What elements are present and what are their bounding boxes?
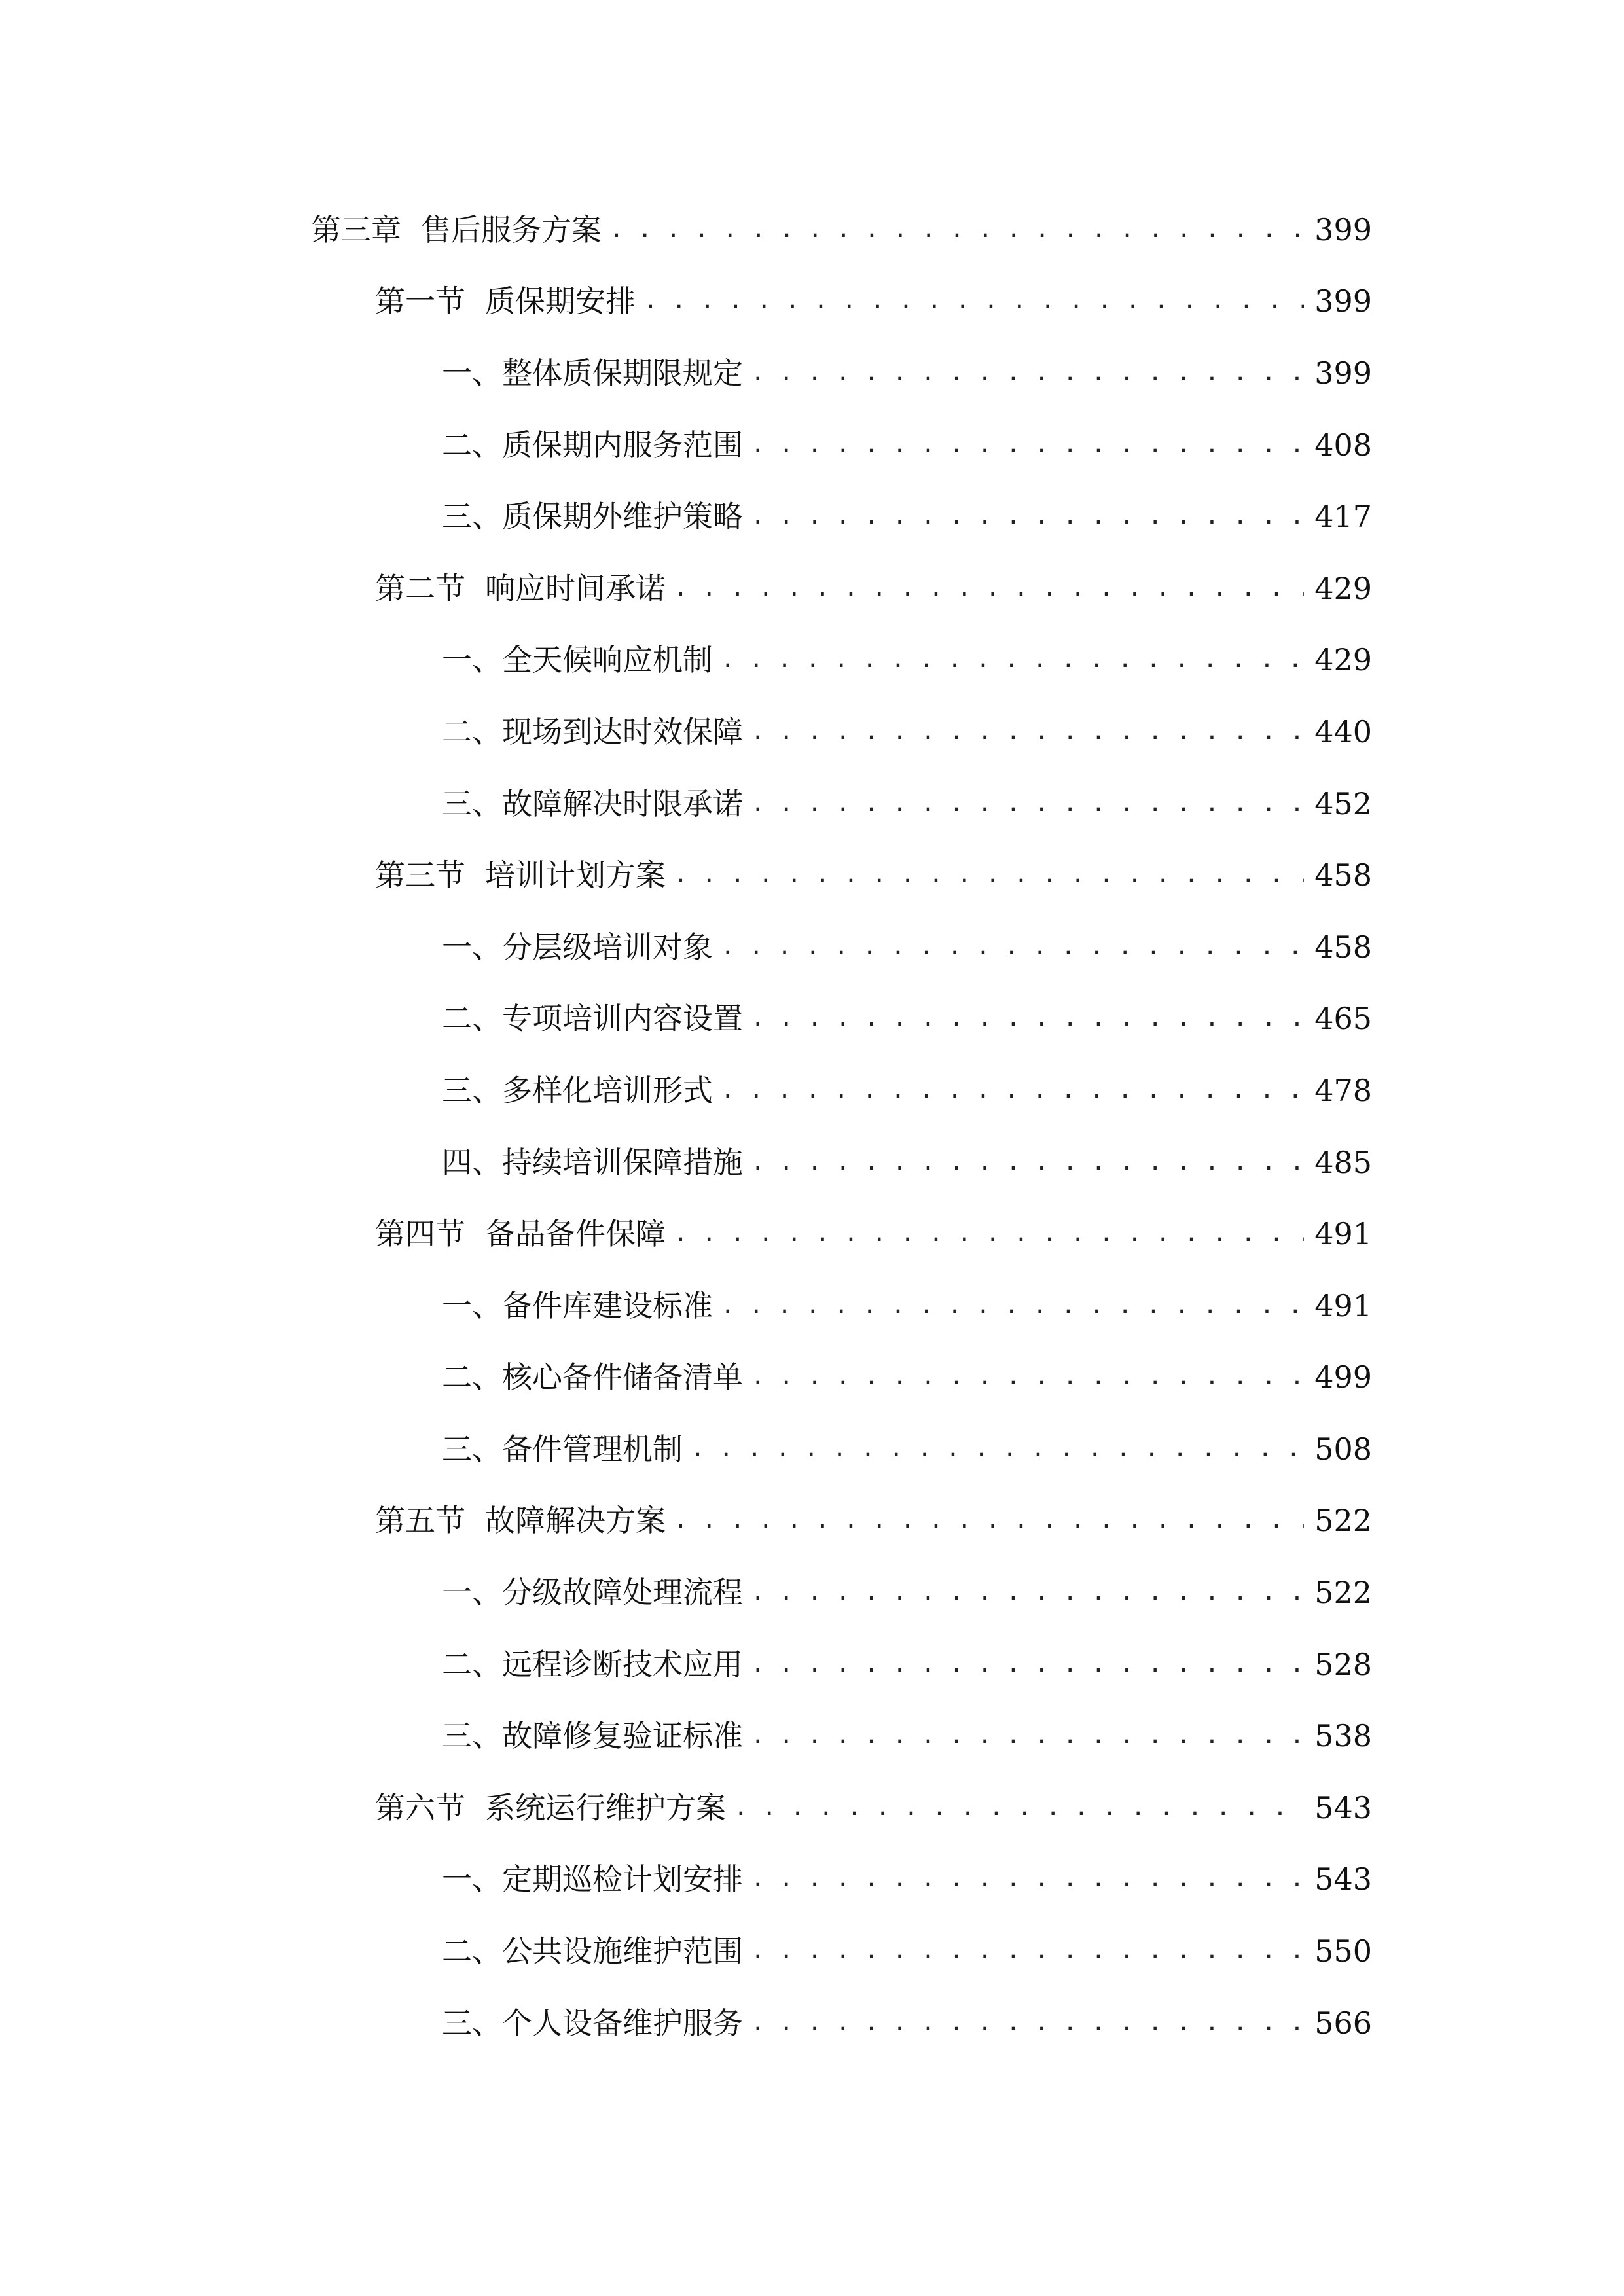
toc-item-entry[interactable] xyxy=(0,1844,1624,1916)
toc-section-title: 质保期安排 xyxy=(485,283,636,319)
toc-section-label: 第四节 xyxy=(375,1216,465,1252)
toc-item-title: 分级故障处理流程 xyxy=(502,1575,743,1611)
dot-leader xyxy=(609,210,1304,249)
toc-section-label: 第一节 xyxy=(375,283,465,319)
toc-item-number: 一、 xyxy=(442,642,502,678)
dot-leader xyxy=(643,281,1304,321)
toc-item-entry[interactable] xyxy=(0,1126,1624,1198)
toc-section-entry[interactable] xyxy=(0,552,1624,624)
dot-leader xyxy=(751,1859,1304,1899)
toc-item-number: 三、 xyxy=(442,1431,502,1467)
toc-section-label: 第六节 xyxy=(375,1789,465,1825)
toc-item-number: 二、 xyxy=(442,1001,502,1037)
toc-section-label: 第三节 xyxy=(375,857,465,893)
dot-leader xyxy=(721,1071,1304,1110)
toc-item-number: 一、 xyxy=(442,355,502,391)
toc-item-title: 故障修复验证标准 xyxy=(502,1718,743,1754)
toc-item-entry[interactable] xyxy=(0,1987,1624,2059)
toc-item-title: 现场到达时效保障 xyxy=(502,713,743,749)
toc-chapter-label: 第三章 xyxy=(311,211,401,247)
toc-item-number: 三、 xyxy=(442,1072,502,1108)
dot-leader xyxy=(751,353,1304,393)
toc-section-title: 培训计划方案 xyxy=(485,857,666,893)
toc-item-entry[interactable] xyxy=(0,1628,1624,1700)
dot-leader xyxy=(721,1286,1304,1325)
dot-leader xyxy=(721,640,1304,679)
dot-leader xyxy=(691,1429,1304,1469)
dot-leader xyxy=(751,784,1304,823)
toc-item-number: 二、 xyxy=(442,713,502,749)
dot-leader xyxy=(674,855,1304,895)
toc-item-entry[interactable] xyxy=(0,1700,1624,1772)
toc-page-number: 399 xyxy=(1314,211,1372,247)
toc-item-number: 二、 xyxy=(442,1646,502,1682)
toc-section-label: 第五节 xyxy=(375,1503,465,1539)
toc-page-number: 508 xyxy=(1314,1431,1372,1467)
toc-section-entry[interactable] xyxy=(0,1198,1624,1270)
toc-item-number: 一、 xyxy=(442,1575,502,1611)
toc-item-title: 质保期内服务范围 xyxy=(502,427,743,463)
toc-page-number: 566 xyxy=(1314,2005,1372,2041)
toc-page-number: 543 xyxy=(1314,1789,1372,1825)
toc-item-number: 二、 xyxy=(442,1933,502,1969)
toc-page-number: 465 xyxy=(1314,1001,1372,1037)
toc-item-number: 三、 xyxy=(442,2005,502,2041)
toc-item-entry[interactable] xyxy=(0,911,1624,983)
dot-leader xyxy=(751,1143,1304,1182)
toc-item-title: 个人设备维护服务 xyxy=(502,2005,743,2041)
toc-page-number: 399 xyxy=(1314,283,1372,319)
toc-item-entry[interactable] xyxy=(0,1915,1624,1987)
toc-page-number: 522 xyxy=(1314,1503,1372,1539)
toc-item-number: 一、 xyxy=(442,1861,502,1897)
toc-item-entry[interactable] xyxy=(0,480,1624,552)
toc-section-entry[interactable] xyxy=(0,266,1624,338)
toc-item-number: 二、 xyxy=(442,427,502,463)
toc-page-number: 538 xyxy=(1314,1718,1372,1754)
dot-leader xyxy=(751,425,1304,465)
toc-item-number: 四、 xyxy=(442,1144,502,1180)
toc-section-title: 系统运行维护方案 xyxy=(485,1789,726,1825)
toc-item-entry[interactable] xyxy=(0,1556,1624,1628)
table-of-contents xyxy=(0,194,1624,2058)
toc-section-entry[interactable] xyxy=(0,1485,1624,1557)
toc-item-number: 三、 xyxy=(442,785,502,821)
dot-leader xyxy=(674,1214,1304,1253)
toc-item-entry[interactable] xyxy=(0,1342,1624,1414)
toc-page-number: 458 xyxy=(1314,857,1372,893)
dot-leader xyxy=(751,2003,1304,2043)
toc-item-title: 远程诊断技术应用 xyxy=(502,1646,743,1682)
toc-section-label: 第二节 xyxy=(375,570,465,606)
toc-item-number: 三、 xyxy=(442,499,502,535)
toc-item-entry[interactable] xyxy=(0,409,1624,481)
dot-leader xyxy=(751,497,1304,536)
toc-chapter-title: 售后服务方案 xyxy=(421,211,602,247)
dot-leader xyxy=(721,927,1304,967)
toc-item-title: 备件库建设标准 xyxy=(502,1287,713,1323)
toc-page-number: 522 xyxy=(1314,1575,1372,1611)
toc-chapter-entry[interactable] xyxy=(0,194,1624,266)
dot-leader xyxy=(674,569,1304,608)
toc-item-number: 一、 xyxy=(442,929,502,965)
toc-item-title: 核心备件储备清单 xyxy=(502,1359,743,1395)
toc-item-title: 全天候响应机制 xyxy=(502,642,713,678)
toc-page-number: 491 xyxy=(1314,1287,1372,1323)
toc-page-number: 550 xyxy=(1314,1933,1372,1969)
toc-item-entry[interactable] xyxy=(0,1413,1624,1485)
toc-item-entry[interactable] xyxy=(0,337,1624,409)
toc-item-number: 三、 xyxy=(442,1718,502,1754)
toc-item-title: 持续培训保障措施 xyxy=(502,1144,743,1180)
toc-page-number: 429 xyxy=(1314,642,1372,678)
dot-leader xyxy=(751,1357,1304,1397)
toc-item-title: 质保期外维护策略 xyxy=(502,499,743,535)
toc-section-title: 备品备件保障 xyxy=(485,1216,666,1252)
dot-leader xyxy=(674,1501,1304,1540)
toc-page-number: 408 xyxy=(1314,427,1372,463)
toc-item-entry[interactable] xyxy=(0,983,1624,1055)
toc-page-number: 452 xyxy=(1314,785,1372,821)
dot-leader xyxy=(751,1716,1304,1755)
dot-leader xyxy=(751,712,1304,751)
toc-page-number: 528 xyxy=(1314,1646,1372,1682)
toc-section-entry[interactable] xyxy=(0,1772,1624,1844)
toc-item-title: 定期巡检计划安排 xyxy=(502,1861,743,1897)
dot-leader xyxy=(751,1931,1304,1971)
dot-leader xyxy=(734,1788,1304,1827)
toc-item-entry[interactable] xyxy=(0,768,1624,840)
toc-page-number: 491 xyxy=(1314,1216,1372,1252)
toc-page-number: 458 xyxy=(1314,929,1372,965)
dot-leader xyxy=(751,999,1304,1038)
toc-page-number: 429 xyxy=(1314,570,1372,606)
toc-item-title: 整体质保期限规定 xyxy=(502,355,743,391)
toc-page-number: 485 xyxy=(1314,1144,1372,1180)
toc-page-number: 499 xyxy=(1314,1359,1372,1395)
toc-page-number: 543 xyxy=(1314,1861,1372,1897)
toc-section-title: 故障解决方案 xyxy=(485,1503,666,1539)
toc-item-number: 二、 xyxy=(442,1359,502,1395)
toc-item-title: 备件管理机制 xyxy=(502,1431,683,1467)
toc-item-title: 多样化培训形式 xyxy=(502,1072,713,1108)
toc-item-entry[interactable] xyxy=(0,1270,1624,1342)
toc-item-title: 分层级培训对象 xyxy=(502,929,713,965)
toc-page-number: 399 xyxy=(1314,355,1372,391)
toc-page-number: 440 xyxy=(1314,713,1372,749)
toc-item-entry[interactable] xyxy=(0,624,1624,696)
toc-item-number: 一、 xyxy=(442,1287,502,1323)
toc-item-title: 公共设施维护范围 xyxy=(502,1933,743,1969)
toc-page-number: 478 xyxy=(1314,1072,1372,1108)
toc-item-title: 专项培训内容设置 xyxy=(502,1001,743,1037)
toc-section-title: 响应时间承诺 xyxy=(485,570,666,606)
toc-section-entry[interactable] xyxy=(0,839,1624,911)
toc-item-title: 故障解决时限承诺 xyxy=(502,785,743,821)
toc-page-number: 417 xyxy=(1314,499,1372,535)
dot-leader xyxy=(751,1645,1304,1684)
toc-item-entry[interactable] xyxy=(0,1054,1624,1126)
dot-leader xyxy=(751,1573,1304,1612)
toc-item-entry[interactable] xyxy=(0,696,1624,768)
